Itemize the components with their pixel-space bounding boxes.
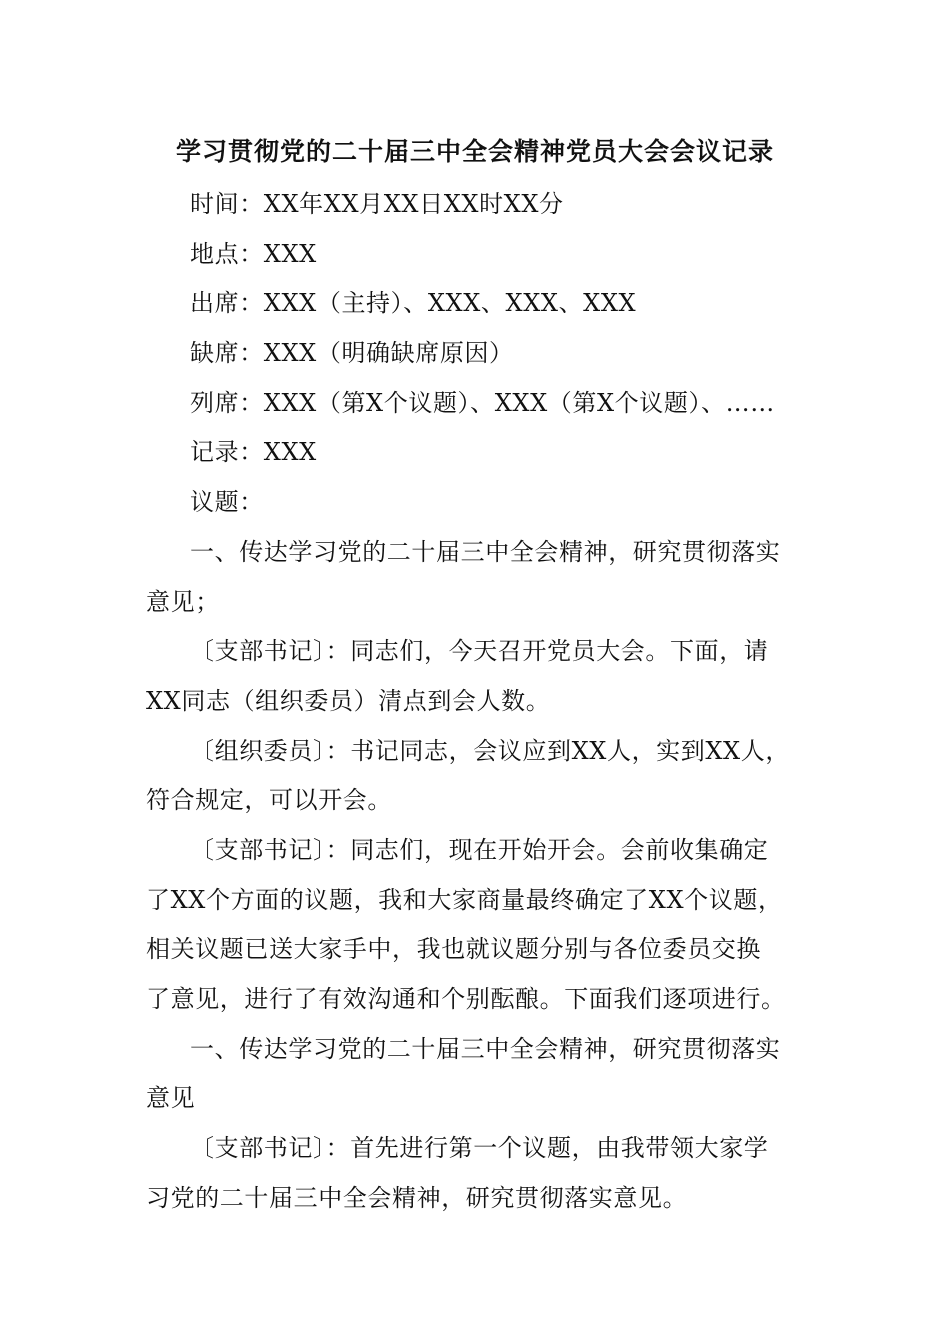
paragraph-line: 〔组织委员〕：书记同志，会议应到XX人，实到XX人，	[190, 736, 790, 765]
paragraph-line: 习党的二十届三中全会精神，研究贯彻落实意见。	[146, 1183, 688, 1212]
document-title: 学习贯彻党的二十届三中全会精神党员大会会议记录	[175, 137, 774, 166]
paragraph-line: 〔支部书记〕：同志们，今天召开党员大会。下面，请	[190, 637, 769, 666]
agenda-item-line: 意见；	[146, 587, 220, 616]
recorder-line: 记录：XXX	[190, 438, 317, 467]
agenda-item-line: 一、传达学习党的二十届三中全会精神，研究贯彻落实	[190, 537, 781, 566]
agenda-item-line: 意见	[146, 1084, 196, 1113]
paragraph-line: 了意见，进行了有效沟通和个别酝酿。下面我们逐项进行。	[146, 985, 786, 1013]
meeting-location-line: 地点：XXX	[190, 239, 317, 268]
paragraph-line: 〔支部书记〕：首先进行第一个议题，由我带领大家学	[190, 1134, 769, 1163]
paragraph-line: 〔支部书记〕：同志们，现在开始开会。会前收集确定	[190, 835, 769, 864]
paragraph-line: 相关议题已送大家手中，我也就议题分别与各位委员交换	[146, 935, 761, 964]
agenda-item-line: 一、传达学习党的二十届三中全会精神，研究贯彻落实	[190, 1034, 781, 1063]
agenda-heading: 议题：	[190, 488, 264, 517]
paragraph-line: 了XX个方面的议题，我和大家商量最终确定了XX个议题，	[146, 885, 783, 914]
paragraph-line: XX同志（组织委员）清点到会人数。	[146, 686, 551, 715]
paragraph-line: 符合规定，可以开会。	[146, 786, 392, 815]
attendees-line: 出席：XXX（主持）、XXX、XXX、XXX	[190, 289, 637, 318]
observers-line: 列席：XXX（第X个议题）、XXX（第X个议题）、……	[190, 388, 775, 417]
absentees-line: 缺席：XXX（明确缺席原因）	[190, 339, 514, 368]
meeting-time-line: 时间：XX年XX月XX日XX时XX分	[190, 190, 564, 218]
document-body	[146, 180, 816, 1223]
